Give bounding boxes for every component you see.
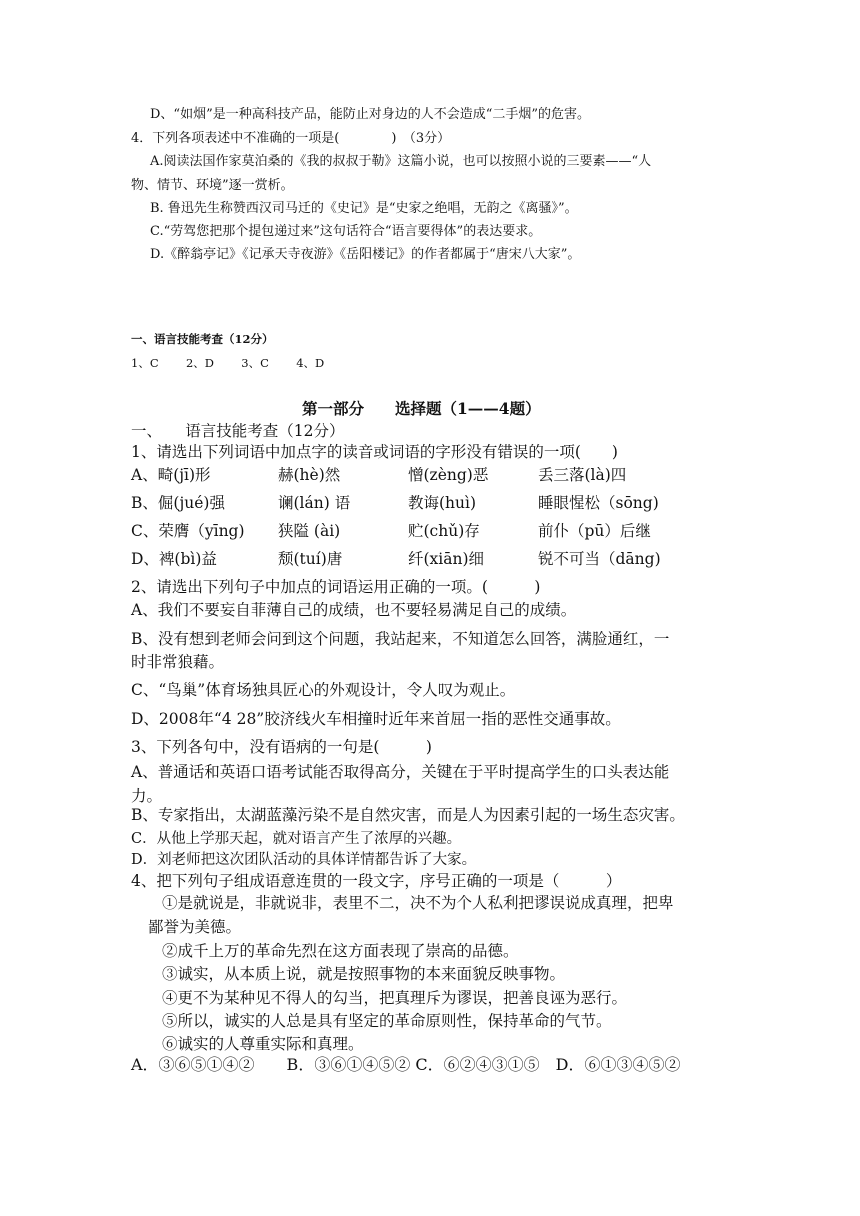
q4-sentence-3: ③诚实，从本质上说，就是按照事物的本来面貌反映事物。 (162, 965, 566, 983)
q3-option-a-line2: 力。 (131, 787, 163, 805)
q-prev-option-d: D、“如烟”是一种高科技产品，能防止对身边的人不会造成“二手烟”的危害。 (150, 107, 591, 122)
q1-b-word4: 睡眼惺松（sōng) (538, 494, 659, 512)
q4-prev-stem: 4．下列各项表述中不准确的一项是( ) （3分） (131, 131, 451, 146)
q4-sentence-1-line1: ①是就说是，非就说非，表里不二，决不为个人私利把谬误说成真理，把卑 (162, 894, 674, 912)
q2-option-b-line2: 时非常狼藉。 (131, 653, 225, 671)
q1-b-word1: B、倔(jué)强 (131, 494, 225, 512)
q2-option-a: A、我们不要妄自菲薄自己的成绩，也不要轻易满足自己的成绩。 (131, 601, 577, 619)
q2-option-c: C、“鸟巢”体育场独具匠心的外观设计，令人叹为观止。 (131, 681, 516, 699)
q3-option-b: B、专家指出，太湖蓝藻污染不是自然灾害，而是人为因素引起的一场生态灾害。 (131, 806, 685, 824)
q4-sentence-1-line2: 鄙誉为美德。 (148, 918, 242, 936)
q1-b-word2: 谰(lán) 语 (278, 494, 351, 512)
q3-option-a-line1: A、普通话和英语口语考试能否取得高分，关键在于平时提高学生的口头表达能 (131, 763, 670, 781)
q1-d-word2: 颓(tuí)唐 (278, 550, 343, 568)
q1-c-word3: 贮(chǔ)存 (408, 522, 480, 540)
q1-d-word4: 锐不可当（dāng) (538, 550, 661, 568)
q4-sentence-5: ⑤所以，诚实的人总是具有坚定的革命原则性，保持革命的气节。 (162, 1012, 612, 1030)
answer-heading: 一、语言技能考查（12分） (131, 332, 274, 346)
q1-a-word1: A、畸(jī)形 (131, 466, 211, 484)
q4-prev-option-a-line2: 物、情节、环境”逐一赏析。 (131, 178, 294, 193)
q1-a-word4: 丢三落(là)四 (538, 466, 627, 484)
answer-item: 2、D (185, 356, 214, 370)
answer-key (131, 358, 324, 370)
q4-prev-option-d: D.《醉翁亭记》《记承天寺夜游》《岳阳楼记》的作者都属于“唐宋八大家”。 (150, 247, 581, 262)
q1-stem: 1、请选出下列词语中加点字的读音或词语的字形没有错误的一项( ) (131, 443, 618, 461)
q3-option-c: C．从他上学那天起，就对语言产生了浓厚的兴趣。 (131, 831, 462, 847)
q2-option-b-line1: B、没有想到老师会问到这个问题，我站起来，不知道怎么回答，满脸通红，一 (131, 630, 670, 648)
q1-c-word4: 前仆（pū）后继 (538, 522, 651, 540)
q1-d-word3: 纤(xiān)细 (408, 550, 485, 568)
answer-item: 4、D (296, 356, 325, 370)
answer-item: 1、C (131, 356, 159, 370)
section-heading: 一、 语言技能考查（12分） (131, 422, 345, 440)
q4-options: A．③⑥⑤①④② B．③⑥①④⑤② C．⑥②④③①⑤ D．⑥①③④⑤② (131, 1055, 681, 1074)
q1-c-word1: C、荣膺（yīng) (131, 522, 245, 540)
q1-a-word3: 憎(zèng)恶 (408, 466, 489, 484)
q1-c-word2: 狭隘 (ài) (278, 522, 341, 540)
q4-stem: 4、把下列句子组成语意连贯的一段文字，序号正确的一项是（ ） (131, 872, 622, 890)
q4-sentence-4: ④更不为某种见不得人的勾当，把真理斥为谬误，把善良诬为恶行。 (162, 989, 628, 1007)
q4-sentence-6: ⑥诚实的人尊重实际和真理。 (162, 1035, 364, 1053)
q4-prev-option-c: C.“劳驾您把那个提包递过来”这句话符合“语言要得体”的表达要求。 (150, 224, 542, 239)
q2-stem: 2、请选出下列句子中加点的词语运用正确的一项。( ) (131, 578, 541, 596)
q1-b-word3: 教诲(huì) (408, 494, 477, 512)
part-title: 第一部分 选择题（1——4题） (302, 399, 541, 418)
q4-prev-option-b: B. 鲁迅先生称赞西汉司马迁的《史记》是“史家之绝唱，无韵之《离骚》”。 (150, 201, 578, 216)
q3-option-d: D．刘老师把这次团队活动的具体详情都告诉了大家。 (131, 852, 477, 868)
q1-a-word2: 赫(hè)然 (278, 466, 341, 484)
q4-sentence-2: ②成千上万的革命先烈在这方面表现了崇高的品德。 (162, 942, 519, 960)
q2-option-d: D、2008年“4 28”胶济线火车相撞时近年来首屈一指的恶性交通事故。 (131, 710, 621, 728)
answer-item: 3、C (241, 356, 269, 370)
q4-prev-option-a-line1: A.阅读法国作家莫泊桑的《我的叔叔于勒》这篇小说，也可以按照小说的三要素——“人 (150, 154, 652, 169)
q1-d-word1: D、裨(bì)益 (131, 550, 217, 568)
q3-stem: 3、下列各句中，没有语病的一句是( ) (131, 738, 432, 756)
